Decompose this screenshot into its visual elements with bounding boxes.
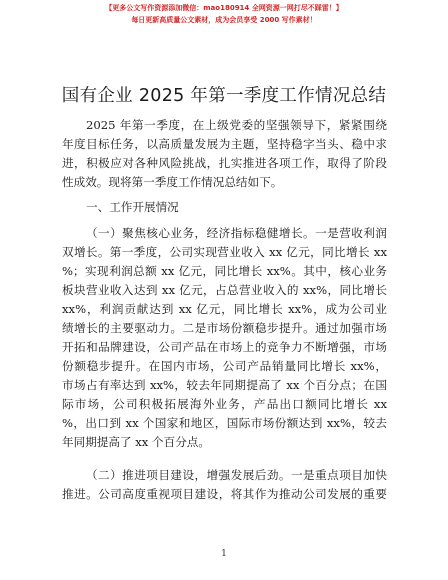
document-title: 国有企业 2025 年第一季度工作情况总结 <box>61 86 387 106</box>
text-line: 绩增长的主要驱动力。二是市场份额稳步提升。通过加强市场 <box>62 321 387 335</box>
text-line: 双增长。第一季度，公司实现营业收入 xx 亿元，同比增长 xx <box>62 245 387 259</box>
text-line: %，出口到 xx 个国家和地区，国际市场份额达到 xx%，较去 <box>62 416 387 430</box>
text-line: 2025 年第一季度，在上级党委的坚强领导下，紧紧围绕 <box>86 118 387 132</box>
text-line: 推进。公司高度重视项目建设，将其作为推动公司发展的重要 <box>62 487 387 501</box>
section-heading-text: 一、工作开展情况 <box>86 200 179 214</box>
text-line: （二）推进项目建设，增强发展后劲。一是重点项目加快 <box>86 468 387 482</box>
text-line: 性成效。现将第一季度工作情况总结如下。 <box>62 175 283 189</box>
promo-banner-line-1: 【更多公文写作资源添加微信：mao180914 全网资源一网打尽不踩雷！】 <box>105 4 343 12</box>
text-line: 市场占有率达到 xx%，较去年同期提高了 xx 个百分点；在国 <box>62 378 387 392</box>
text-line: xx%，利润贡献达到 xx 亿元，同比增长 xx%，成为公司业 <box>62 302 387 316</box>
page-number: 1 <box>221 549 227 559</box>
text-line: 板块营业收入达到 xx 亿元，占总营业收入的 xx%，同比增长 <box>62 283 387 297</box>
text-line: 份额稳步提升。在国内市场，公司产品销量同比增长 xx%， <box>62 359 387 373</box>
text-line: （一）聚焦核心业务，经济指标稳健增长。一是营收利润 <box>86 226 387 240</box>
text-line: %；实现利润总额 xx 亿元，同比增长 xx%。其中，核心业务 <box>62 264 387 278</box>
text-line: 开拓和品牌建设，公司产品在市场上的竞争力不断增强，市场 <box>62 340 387 354</box>
text-line: 年度目标任务，以高质量发展为主题，坚持稳字当头、稳中求 <box>62 137 387 151</box>
text-line: 际市场，公司积极拓展海外业务，产品出口额同比增长 xx <box>62 397 387 411</box>
text-line: 年同期提高了 xx 个百分点。 <box>62 435 210 449</box>
text-line: 进，积极应对各种风险挑战，扎实推进各项工作，取得了阶段 <box>62 156 387 170</box>
promo-banner-line-2: 每日更新高质量公文素材，成为会员享受 2000 写作素材！ <box>131 16 317 24</box>
